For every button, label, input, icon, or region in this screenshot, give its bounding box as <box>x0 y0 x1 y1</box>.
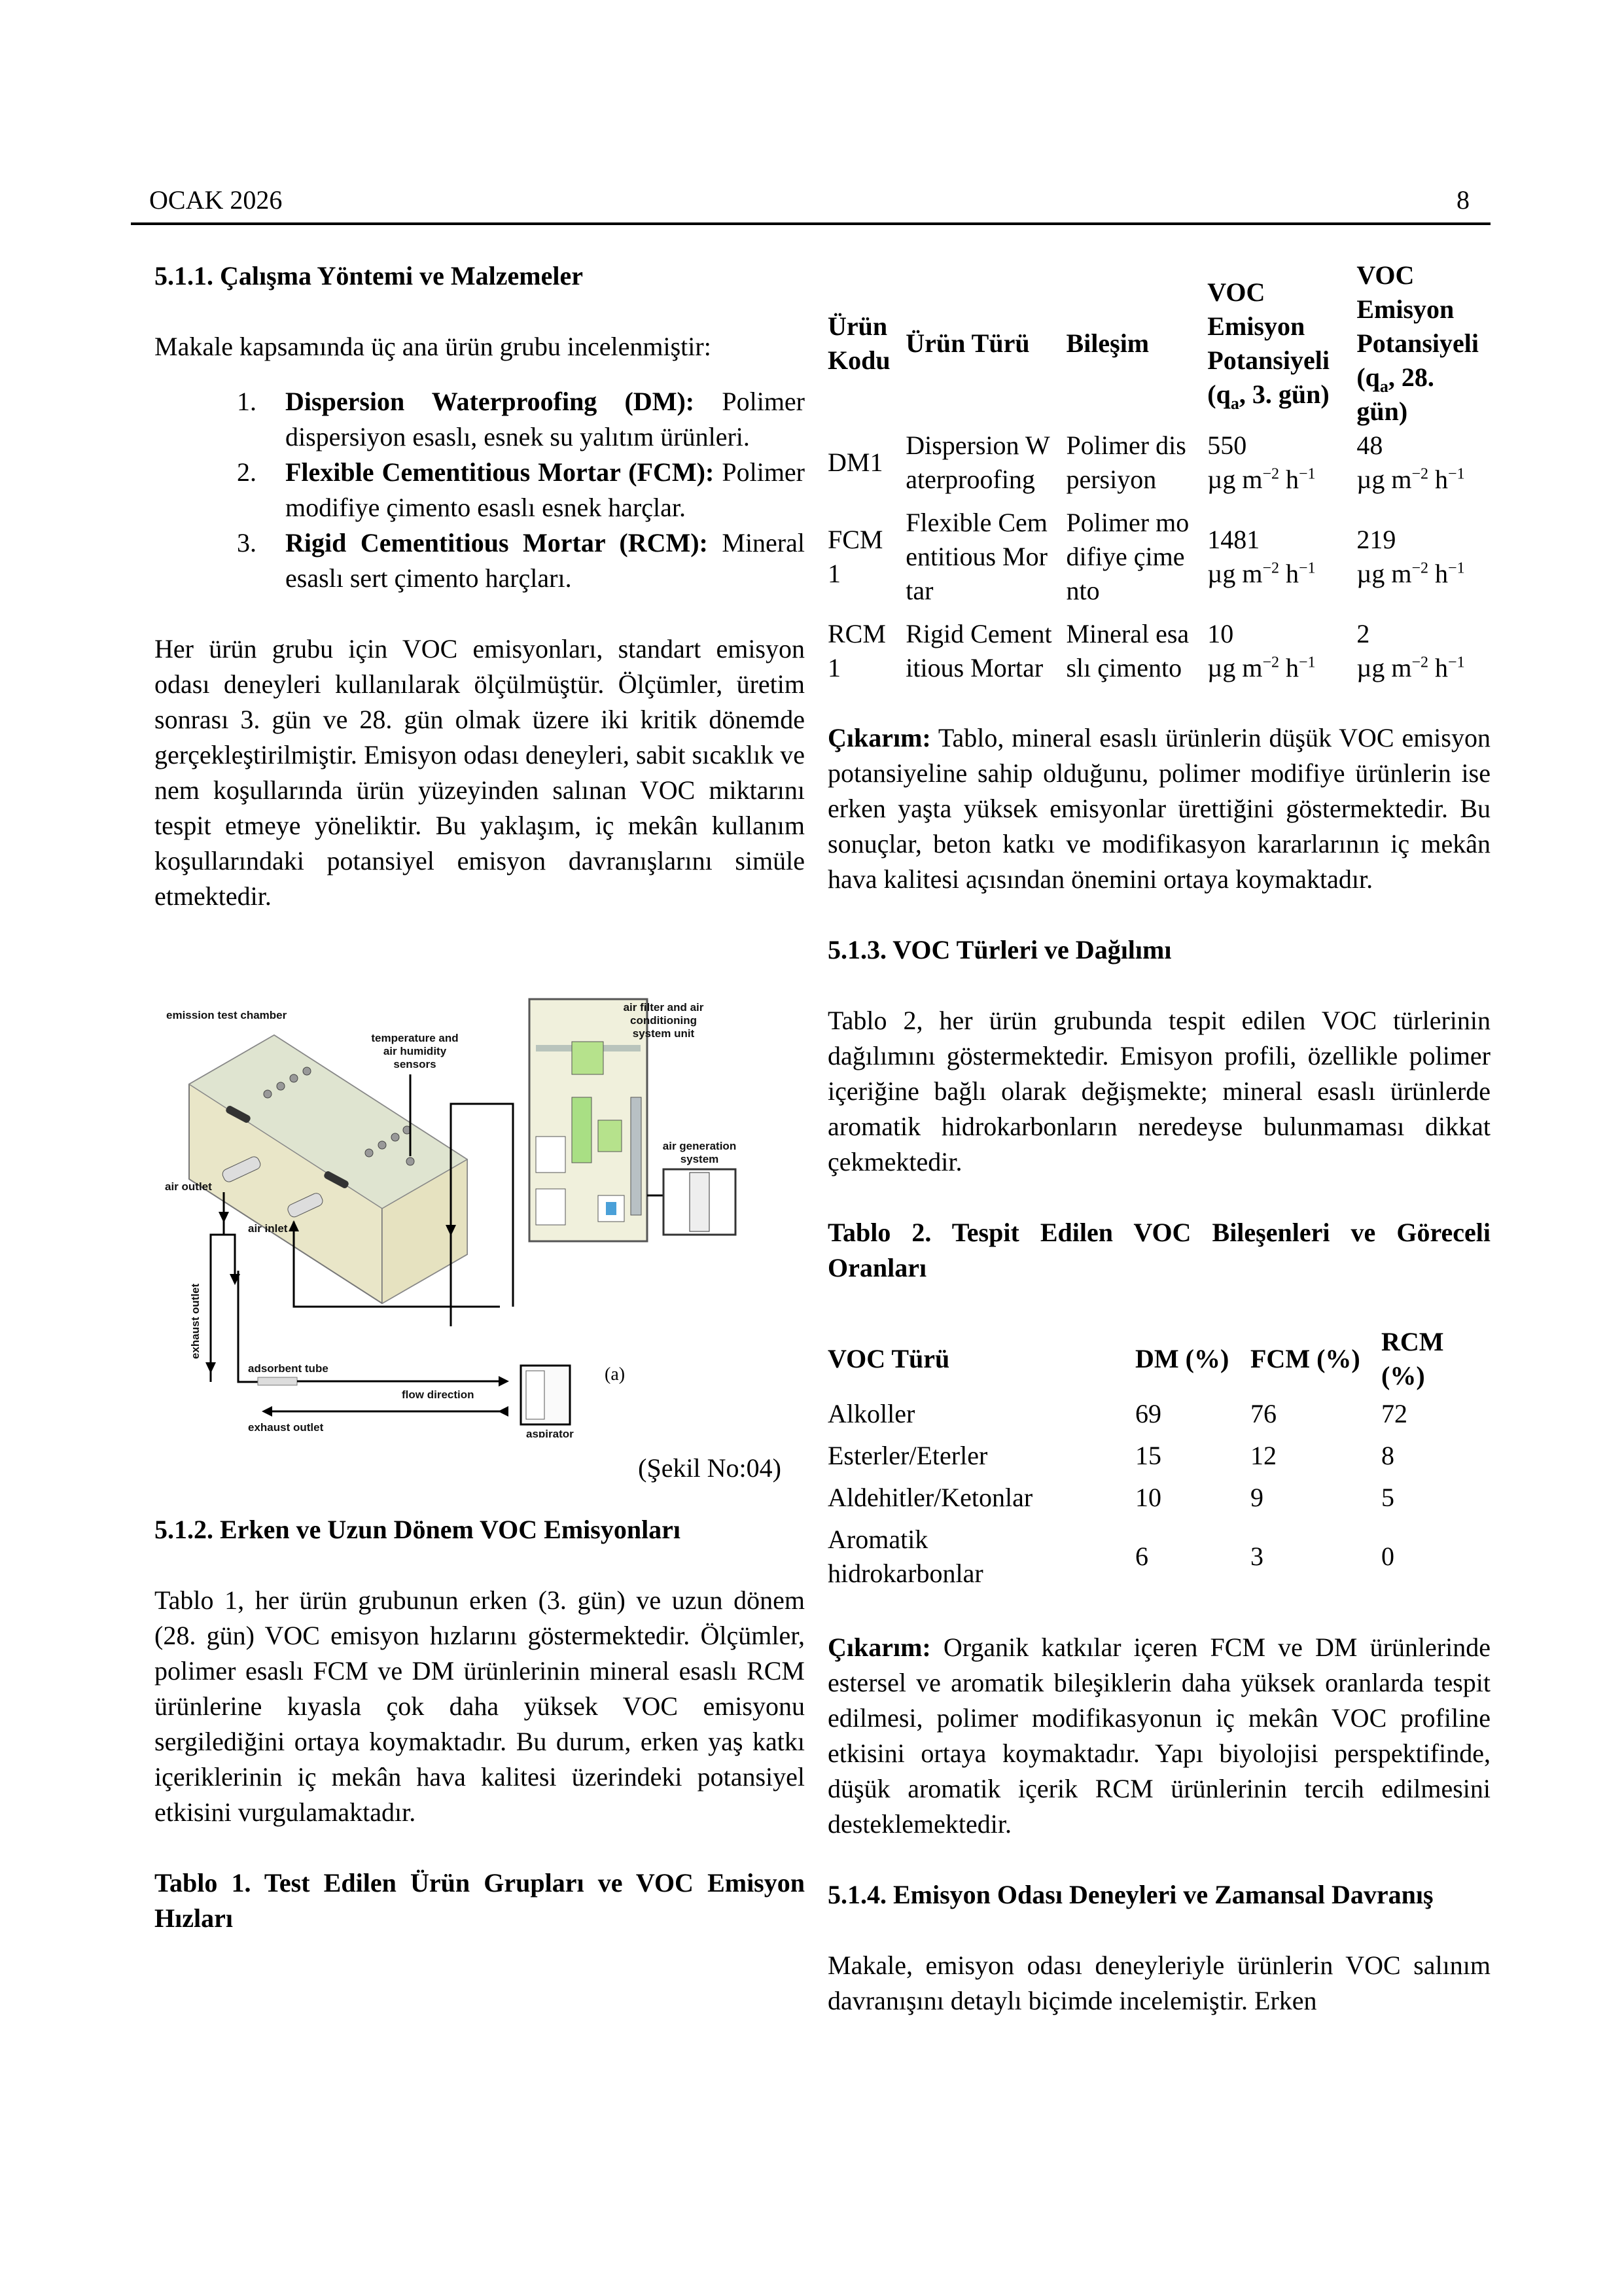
list-item-desc: Polimer dispersiyon esaslı, esnek su yalıtım ürünleri. <box>285 387 805 451</box>
header-dm: DM (%) <box>1135 1344 1229 1373</box>
svg-text:exhaust outlet: exhaust outlet <box>248 1421 324 1434</box>
inference-1: Çıkarım: Tablo, mineral esaslı ürünlerin düşük VOC emisyon potansiyeline sahip olduğunu, polimer modifiye ürünlerin ise erken yaşta yüksek emisyonlar ürettiğini göstermektedir. Bu sonuçlar, beton katkı ve modifikasyon kararlarının iç mekân hava kalitesi açısından önemini ortaya koymaktadır. <box>828 723 1491 894</box>
emission-chamber-diagram <box>160 980 814 1438</box>
header-fcm: FCM (%) <box>1250 1344 1360 1373</box>
table-row: Aromatik hidrokarbonlar 6 3 0 <box>828 1525 1394 1588</box>
svg-text:exhaust outlet: exhaust outlet <box>189 1283 202 1359</box>
svg-text:adsorbent tube: adsorbent tube <box>248 1362 328 1375</box>
section-heading-5-1-3: 5.1.3. VOC Türleri ve Dağılımı <box>828 935 1172 964</box>
chamber-paragraph: Makale, emisyon odası deneyleriyle ürünlerin VOC salınım davranışını detaylı biçimde incelemiştir. Erken <box>828 1951 1491 2015</box>
emission-chamber-figure <box>160 980 814 1438</box>
svg-text:conditioning: conditioning <box>630 1014 697 1027</box>
table-row: Aldehitler/Ketonlar 10 9 5 <box>828 1483 1394 1512</box>
svg-text:temperature and: temperature and <box>371 1032 459 1044</box>
table2-voc-components <box>828 1325 1486 1595</box>
left-column <box>154 258 805 1936</box>
header-rcm: RCM (%) <box>1381 1327 1444 1390</box>
label-chamber: emission test chamber <box>166 1009 287 1021</box>
list-item-rcm: 3. Rigid Cementitious Mortar (RCM): Mineral esaslı sert çimento harçları. <box>237 528 805 593</box>
svg-text:flow direction: flow direction <box>402 1388 474 1401</box>
table2-title: Tablo 2. Tespit Edilen VOC Bileşenleri ve Göreceli Oranları <box>828 1218 1491 1282</box>
header-day28: VOC Emisyon Potansiyeli ($q_a$, 28. gün) <box>1356 260 1479 426</box>
list-item-fcm: 2. Flexible Cementitious Mortar (FCM): Polimer modifiye çimento esaslı esnek harçlar. <box>237 457 805 522</box>
header-voc-type: VOC Türü <box>828 1344 950 1373</box>
table-row: Alkoller 69 76 72 <box>828 1399 1407 1428</box>
table1-title: Tablo 1. Test Edilen Ürün Grupları ve VOC Emisyon Hızları <box>154 1868 805 1933</box>
right-column <box>828 258 1491 2019</box>
table-header-row <box>828 258 1491 429</box>
svg-text:air generation: air generation <box>662 1140 737 1152</box>
section-heading-5-1-1: 5.1.1. Çalışma Yöntemi ve Malzemeler <box>154 261 583 291</box>
svg-text:air outlet: air outlet <box>165 1180 212 1193</box>
header-date: OCAK 2026 <box>149 185 283 215</box>
header-product-code: Ürün Kodu <box>828 311 891 375</box>
svg-text:air filter and air: air filter and air <box>623 1001 704 1014</box>
table-row: RCM1 Rigid Cementitious Mortar Mineral esaslı çimento 10 µg $m^{-2}$ $h^{-1}$ 2 µg $m^{-2}$ $h^{-1}$ <box>828 619 1465 682</box>
section-heading-5-1-2: 5.1.2. Erken ve Uzun Dönem VOC Emisyonları <box>154 1515 681 1544</box>
voc-types-paragraph: Tablo 2, her ürün grubunda tespit edilen VOC türlerinin dağılımını göstermektedir. Emisyon profili, özellikle polimer içeriğine bağlı olarak değişmekte; mineral esaslı ürünlerde aromatik hidrokarbonların neredeyse bulunmaması dikkat çekmektedir. <box>828 1006 1491 1176</box>
list-item-term: Dispersion Waterproofing (DM): <box>285 387 695 416</box>
svg-text:aspirator: aspirator <box>526 1428 574 1438</box>
header-day3: VOC Emisyon Potansiyeli ($q_a$, 3. gün) <box>1207 277 1330 413</box>
list-item-desc: Polimer modifiye çimento esaslı esnek harçlar. <box>285 457 805 522</box>
list-item-dm: 1. Dispersion Waterproofing (DM): Polimer dispersiyon esaslı, esnek su yalıtım ürünleri. <box>237 387 805 451</box>
page-number: 8 <box>1456 185 1470 215</box>
list-item-desc: Mineral esaslı sert çimento harçları. <box>285 528 805 593</box>
svg-text:air humidity: air humidity <box>383 1045 447 1057</box>
table-row: FCM1 Flexible Cementitious Mortar Polimer modifiye çimento 1481 µg $m^{-2}$ $h^{-1}$ 219 µg $m^{-2}$ $h^{-1}$ <box>828 508 1465 605</box>
svg-text:(a): (a) <box>605 1364 626 1385</box>
svg-text:system: system <box>680 1153 719 1165</box>
inference-2: Çıkarım: Organik katkılar içeren FCM ve DM ürünlerinde estersel ve aromatik bileşiklerin daha yüksek oranlarda tespit edilmesi, polimer modifikasyonun iç mekân VOC profiline etkisini ortaya koymaktadır. Yapı biyolojisi perspektifinde, düşük aromatik içerik RCM ürünlerinin tercih edilmesini desteklemektedir. <box>828 1633 1491 1839</box>
table1-voc-emission-rates <box>828 258 1491 694</box>
header-product-type: Ürün Türü <box>906 328 1030 358</box>
list-item-term: Flexible Cementitious Mortar (FCM): <box>285 457 715 487</box>
header-composition: Bileşim <box>1066 328 1150 358</box>
emissions-paragraph: Tablo 1, her ürün grubunun erken (3. gün) ve uzun dönem (28. gün) VOC emisyon hızlarını göstermektedir. Ölçümler, polimer esaslı FCM ve DM ürünlerinin mineral esaslı RCM ürünlerine kıyasla çok daha yüksek VOC emisyonu sergilediğini ortaya koymaktadır. Bu durum, erken yaş katkı içeriklerinin iç mekân hava kalitesi üzerindeki potansiyel etkisini vurgulamaktadır. <box>154 1585 805 1827</box>
svg-text:system unit: system unit <box>632 1027 695 1040</box>
section-heading-5-1-4: 5.1.4. Emisyon Odası Deneyleri ve Zamansal Davranış <box>828 1880 1434 1909</box>
table-header-row <box>828 1325 1486 1393</box>
product-group-list <box>154 384 805 596</box>
svg-text:sensors: sensors <box>393 1058 436 1070</box>
figure-caption: (Şekil No:04) <box>638 1453 781 1483</box>
list-item-term: Rigid Cementitious Mortar (RCM): <box>285 528 708 557</box>
svg-text:air inlet: air inlet <box>248 1222 288 1235</box>
table-row: Esterler/Eterler 15 12 8 <box>828 1441 1394 1470</box>
table-row: DM1 Dispersion Waterproofing Polimer dispersiyon 550 µg $m^{-2}$ $h^{-1}$ 48 µg $m^{-2}$ $h^{-1}$ <box>828 431 1465 494</box>
page-header <box>131 185 1491 225</box>
method-paragraph: Her ürün grubu için VOC emisyonları, standart emisyon odası deneyleri kullanılarak ölçülmüştür. Ölçümler, üretim sonrası 3. gün ve 28. gün olmak üzere iki kritik dönemde gerçekleştirilmiştir. Emisyon odası deneyleri, sabit sıcaklık ve nem koşullarında ürün yüzeyinden salınan VOC miktarını tespit etmeye yöneliktir. Bu yaklaşım, iç mekân kullanım koşullarındaki potansiyel emisyon davranışlarını simüle etmektedir. <box>154 634 805 911</box>
intro-text: Makale kapsamında üç ana ürün grubu incelenmiştir: <box>154 332 711 361</box>
